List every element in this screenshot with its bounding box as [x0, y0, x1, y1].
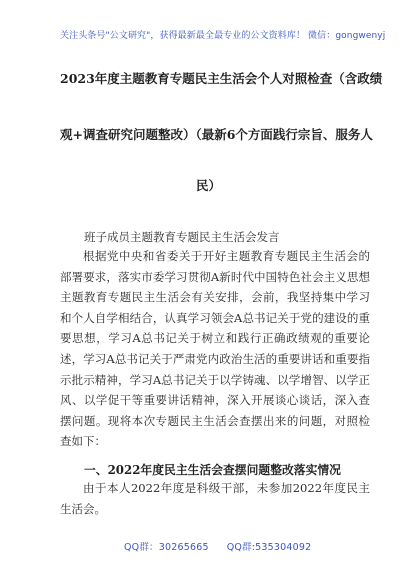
footer-qq-groups [124, 539, 311, 553]
body-paragraph-2: 由于本人2022年度是科级干部，未参加2022年度民主生活会。 [60, 481, 370, 516]
document-subtitle: 班子成员主题教育专题民主生活会发言 [84, 230, 280, 244]
document-title-line-1: 2023年度主题教育专题民主生活会个人对照检查（含政绩 [60, 71, 383, 86]
footer-qq-group-2: QQ群:535304092 [226, 542, 312, 553]
document-title-line-3: 民） [196, 178, 222, 193]
header-promo-note: 关注头条号"公文研究"，获得最新最全最专业的公文资料库！ 微信：gongwenyj [60, 31, 386, 41]
section-heading-1: 一、2022年度民主生活会查摆问题整改落实情况 [84, 463, 341, 477]
footer-qq-group-1: QQ群：30265665 [124, 542, 209, 553]
document-title-line-2: 观+调查研究问题整改）（最新6个方面践行宗旨、服务人 [60, 127, 373, 142]
body-paragraph-1: 根据党中央和省委关于开好主题教育专题民主生活会的部署要求，落实市委学习贯彻A新时代中国特色社会主义思想主题教育专题民主生活会有关安排，会前，我坚持集中学习和个人自学相结合，认真学习领会A总书记关于党的建设的重要思想，学习A总书记关于树立和践行正确政绩观的重要论述，学习A总书记关于严肃党内政治生活的重要讲话和重要指示批示精神，学习A总书记关于以学铸魂、以学增智、以学正风、以学促干等重要讲话精神，深入开展谈心谈话，深入查摆问题。现将本次专题民主生活会查摆出来的问题，对照检查如下： [60, 249, 370, 449]
